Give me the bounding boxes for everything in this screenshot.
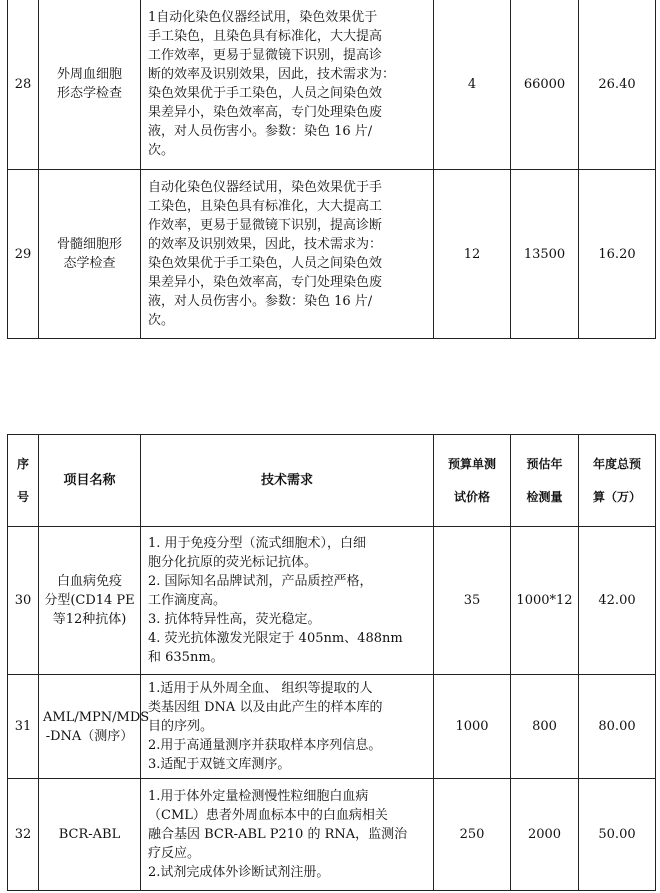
- unit-price: 1000: [434, 675, 511, 779]
- annual-volume: 66000: [511, 0, 579, 170]
- requirement-line: 4. 荧光抗体激发光限定于 405nm、488nm: [148, 631, 403, 646]
- requirement-line: 的效率及识别效果，因此，技术需求为：: [148, 237, 383, 252]
- project-name-line: -DNA（测序）: [45, 728, 134, 744]
- technical-requirements: [141, 527, 434, 675]
- requirement-line: （CML）患者外周血标本中的白血病相关: [148, 808, 388, 823]
- requirement-line: 作效率，更易于显微镜下识别，提高诊断: [148, 218, 383, 233]
- procurement-table-continued: [7, 0, 656, 339]
- project-name-line: 形态学检查: [56, 86, 122, 101]
- requirement-line: 工染色，且染色具有标准化，大大提高工: [148, 199, 383, 214]
- header-technical-requirements: 技术需求: [141, 435, 434, 527]
- requirement-line: 2.用于高通量测序并获取样本序列信息。: [148, 738, 382, 753]
- requirement-line: 类基因组 DNA 以及由此产生的样本库的: [148, 700, 383, 715]
- technical-requirements: [141, 779, 434, 891]
- requirement-line: 1.适用于从外周全血、 组织等提取的人: [148, 681, 373, 696]
- project-name: [39, 675, 150, 779]
- requirement-line: 染色效果优于手工染色，人员之间染色效: [148, 256, 383, 271]
- project-name-line: AML/MPN/MDS: [43, 709, 150, 725]
- table-row: [8, 527, 656, 675]
- requirement-line: 疗反应。: [148, 846, 201, 861]
- table-row: [8, 675, 656, 779]
- annual-budget: 50.00: [579, 779, 656, 891]
- annual-volume: 2000: [511, 779, 579, 891]
- annual-volume: 1000*12: [511, 527, 579, 675]
- requirement-line: 2. 国际知名品牌试剂，产品质控严格，: [148, 574, 373, 589]
- project-name: [39, 0, 141, 170]
- requirement-line: 液，对人员伤害小。参数：染色 16 片/: [148, 294, 373, 309]
- header-project-name: 项目名称: [39, 435, 141, 527]
- unit-price: 35: [434, 527, 511, 675]
- unit-price: 250: [434, 779, 511, 891]
- requirement-line: 2.试剂完成体外诊断试剂注册。: [148, 865, 330, 880]
- requirement-line: 1. 用于免疫分型（流式细胞术），白细: [148, 536, 367, 551]
- row-number: 30: [8, 527, 39, 675]
- requirement-line: 1.用于体外定量检测慢性粒细胞白血病: [148, 789, 369, 804]
- requirement-line: 融合基因 BCR-ABL P210 的 RNA，监测治: [148, 827, 408, 842]
- requirement-line: 果差异小，染色效率高，专门处理染色废: [148, 105, 383, 120]
- header-unit-price: 预算单测 试价格: [434, 435, 511, 527]
- table-row: [8, 0, 656, 170]
- technical-requirements: [141, 675, 434, 779]
- header-annual-budget: 年度总预 算（万）: [579, 435, 656, 527]
- requirement-line: 自动化染色仪器经试用，染色效果优于手: [148, 180, 383, 195]
- project-name-line: 白血病免疫: [56, 574, 122, 589]
- requirement-line: 3. 抗体特异性高，荧光稳定。: [148, 612, 321, 627]
- project-name-line: BCR-ABL: [58, 827, 121, 842]
- row-number: 31: [8, 675, 39, 779]
- requirement-line: 胞分化抗原的荧光标记抗体。: [148, 555, 318, 570]
- project-name: [39, 779, 141, 891]
- row-number: 28: [8, 0, 39, 170]
- annual-volume: 800: [511, 675, 579, 779]
- project-name-line: 态学检查: [63, 256, 116, 271]
- requirement-line: 液，对人员伤害小。参数：染色 16 片/: [148, 124, 373, 139]
- project-name-line: 分型(CD14 PE: [44, 593, 135, 608]
- table-row: [8, 779, 656, 891]
- requirement-line: 次。: [148, 143, 175, 158]
- annual-budget: 16.20: [579, 170, 656, 339]
- project-name: [39, 170, 141, 339]
- procurement-table: [7, 434, 656, 891]
- requirement-line: 3.适配于双链文库测序。: [148, 757, 291, 772]
- requirement-line: 和 635nm。: [148, 650, 224, 665]
- annual-budget: 80.00: [579, 675, 656, 779]
- annual-budget: 42.00: [579, 527, 656, 675]
- annual-volume: 13500: [511, 170, 579, 339]
- project-name-line: 外周血细胞: [56, 67, 122, 82]
- requirement-line: 工作效率，更易于显微镜下识别，提高诊: [148, 48, 383, 63]
- unit-price: 4: [434, 0, 511, 170]
- row-number: 32: [8, 779, 39, 891]
- project-name-line: 骨髓细胞形: [56, 237, 122, 252]
- requirement-line: 断的效率及识别效果，因此，技术需求为：: [148, 67, 396, 82]
- unit-price: 12: [434, 170, 511, 339]
- requirement-line: 染色效果优于手工染色，人员之间染色效: [148, 86, 383, 101]
- table-row: [8, 170, 656, 339]
- requirement-line: 目的序列。: [148, 719, 214, 734]
- requirement-line: 工作滴度高。: [148, 593, 227, 608]
- technical-requirements: [141, 170, 434, 339]
- project-name-line: 等12种抗体): [52, 612, 127, 627]
- row-number: 29: [8, 170, 39, 339]
- requirement-line: 手工染色，且染色具有标准化，大大提高: [148, 29, 383, 44]
- technical-requirements: [141, 0, 434, 170]
- header-no: 序 号: [8, 435, 39, 527]
- table-header-row: [8, 435, 656, 527]
- header-annual-volume: 预估年 检测量: [511, 435, 579, 527]
- requirement-line: 果差异小，染色效率高，专门处理染色废: [148, 275, 383, 290]
- annual-budget: 26.40: [579, 0, 656, 170]
- project-name: [39, 527, 141, 675]
- requirement-line: 次。: [148, 313, 175, 328]
- requirement-line: 1自动化染色仪器经试用，染色效果优于: [148, 10, 378, 25]
